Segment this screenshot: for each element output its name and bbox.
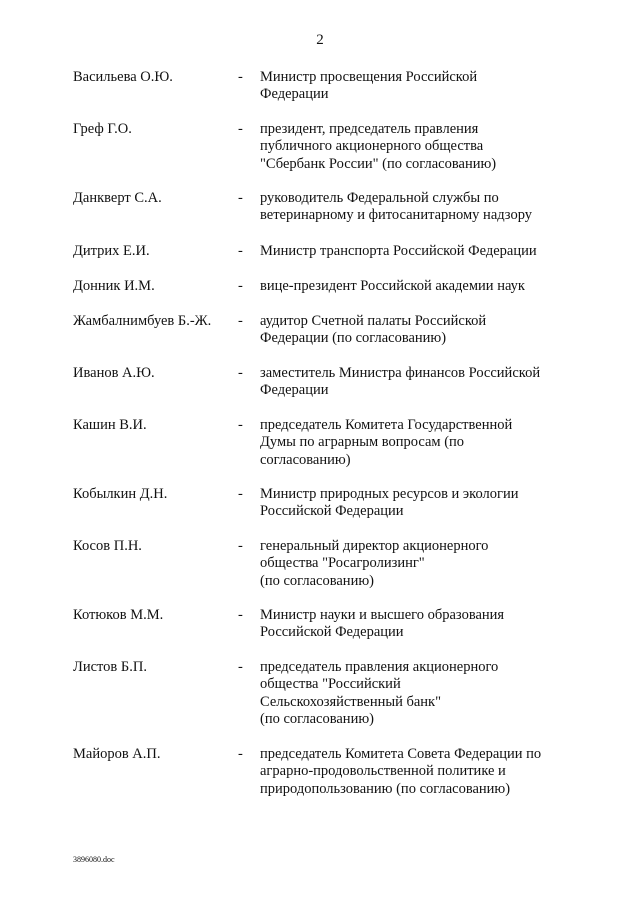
dash-separator: -: [238, 417, 243, 433]
member-name: Данкверт С.А.: [73, 190, 162, 206]
dash-separator: -: [238, 121, 243, 137]
member-name: Жамбалнимбуев Б.-Ж.: [73, 313, 212, 329]
member-name: Косов П.Н.: [73, 538, 142, 554]
member-position: председатель Комитета Совета Федерации по аграрно-продовольственной политике и природопользованию (по согласованию): [260, 746, 542, 797]
member-position: председатель Комитета Государственной Думы по аграрным вопросам (по согласованию): [260, 417, 513, 468]
member-name: Васильева О.Ю.: [73, 69, 173, 85]
dash-separator: -: [238, 313, 243, 329]
member-position: президент, председатель правления публичного акционерного общества "Сбербанк России" (по согласованию): [260, 121, 497, 172]
dash-separator: -: [238, 746, 243, 762]
member-name: Дитрих Е.И.: [73, 243, 150, 259]
member-name: Листов Б.П.: [73, 659, 147, 675]
member-position: Министр науки и высшего образования Российской Федерации: [260, 607, 505, 641]
member-name: Кашин В.И.: [73, 417, 147, 433]
dash-separator: -: [238, 607, 243, 623]
member-name: Донник И.М.: [73, 278, 155, 294]
member-position: заместитель Министра финансов Российской Федерации: [260, 365, 541, 399]
member-position: Министр просвещения Российской Федерации: [260, 69, 478, 103]
dash-separator: -: [238, 538, 243, 554]
member-position: руководитель Федеральной службы по ветеринарному и фитосанитарному надзору: [260, 190, 533, 224]
page-number: 2: [316, 32, 324, 48]
member-position: вице-президент Российской академии наук: [260, 278, 525, 294]
document-filename: 3896080.doc: [73, 855, 115, 864]
member-position: председатель правления акционерного общества "Российский Сельскохозяйственный банк" (по согласованию): [260, 659, 499, 728]
dash-separator: -: [238, 278, 243, 294]
member-position: аудитор Счетной палаты Российской Федерации (по согласованию): [260, 313, 487, 347]
dash-separator: -: [238, 243, 243, 259]
dash-separator: -: [238, 69, 243, 85]
dash-separator: -: [238, 190, 243, 206]
member-name: Майоров А.П.: [73, 746, 161, 762]
dash-separator: -: [238, 486, 243, 502]
member-position: генеральный директор акционерного общества "Росагролизинг" (по согласованию): [260, 538, 489, 589]
dash-separator: -: [238, 659, 243, 675]
member-position: Министр природных ресурсов и экологии Российской Федерации: [260, 486, 519, 520]
member-name: Кобылкин Д.Н.: [73, 486, 168, 502]
dash-separator: -: [238, 365, 243, 381]
member-name: Греф Г.О.: [73, 121, 132, 137]
member-name: Котюков М.М.: [73, 607, 164, 623]
member-name: Иванов А.Ю.: [73, 365, 155, 381]
member-position: Министр транспорта Российской Федерации: [260, 243, 537, 259]
